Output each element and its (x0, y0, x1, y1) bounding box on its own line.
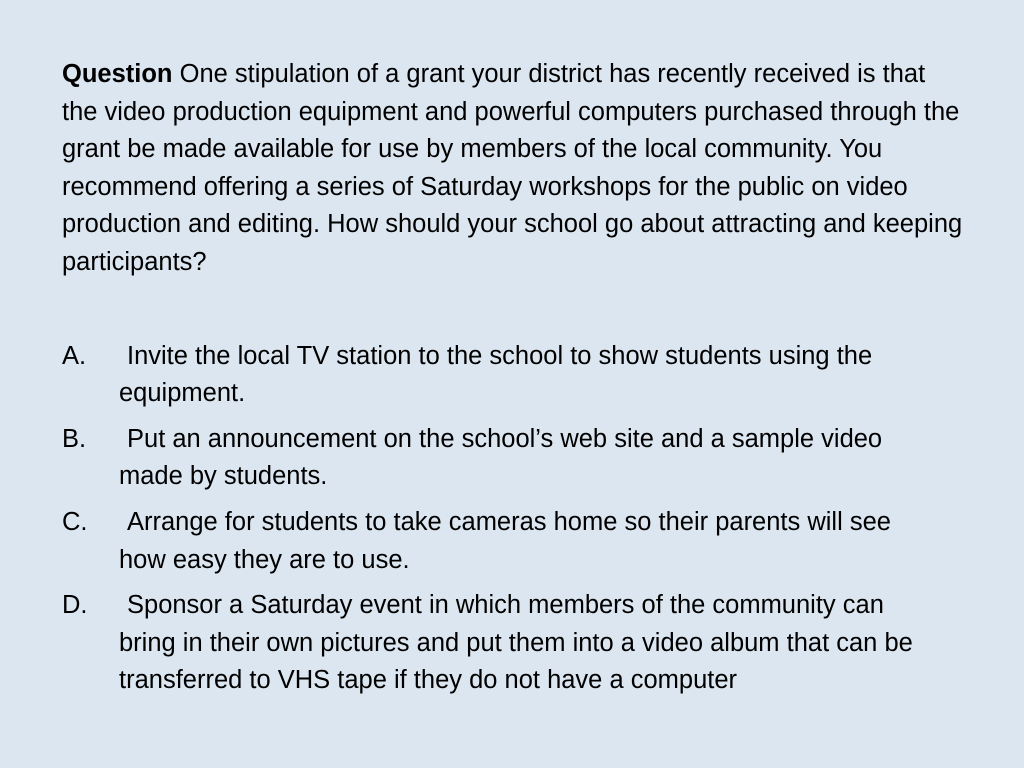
question-text: One stipulation of a grant your district has recently received is that the video production equipment and powerful computers purchased through the grant be made available for use by members of the local community. You recommend offering a series of Saturday workshops for the public on video production and editing. How should your school go about attracting and keeping participants? (62, 60, 963, 276)
answer-option-b (62, 421, 964, 496)
option-text-wrapper (119, 338, 964, 413)
option-letter: B. (62, 424, 87, 453)
option-text-wrapper (119, 421, 964, 496)
option-letter: D. (62, 591, 88, 620)
option-text-wrapper (119, 587, 964, 700)
option-text: Put an announcement on the school’s web site and a sample video made by students. (119, 424, 883, 491)
question-label: Question (62, 60, 173, 88)
option-letter: A. (62, 341, 87, 370)
option-letter: C. (62, 507, 88, 536)
option-text: Sponsor a Saturday event in which members of the community can bring in their own pictures and put them into a video album that can be transferred to VHS tape if they do not have a computer (119, 591, 913, 695)
option-text: Invite the local TV station to the school to show students using the equipment. (119, 341, 873, 408)
answer-option-d (62, 587, 964, 700)
option-text-wrapper (119, 504, 964, 579)
question-paragraph (62, 56, 964, 282)
answer-option-a (62, 338, 964, 413)
answer-option-c (62, 504, 964, 579)
option-text: Arrange for students to take cameras home so their parents will see how easy they are to use. (119, 507, 891, 574)
answer-options-list (62, 338, 964, 700)
